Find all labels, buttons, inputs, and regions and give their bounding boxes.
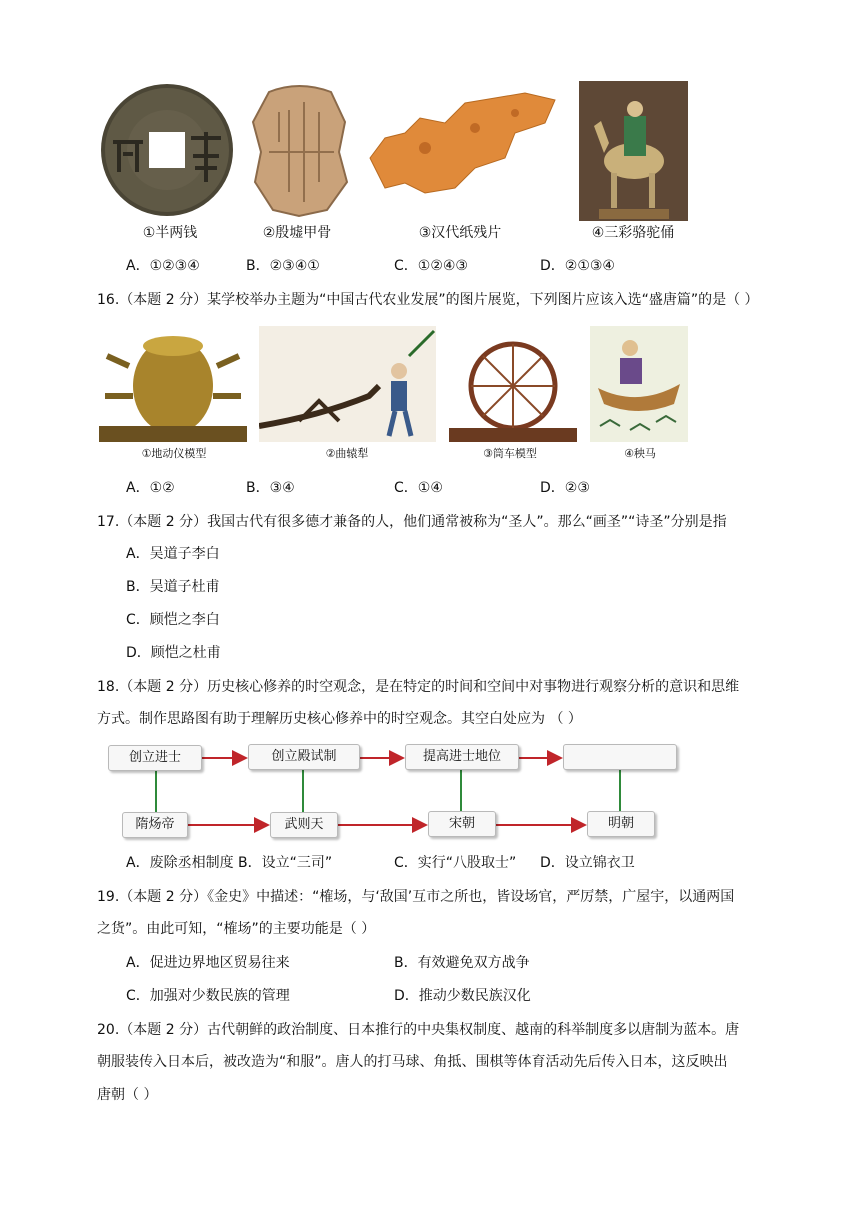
- q15-option-c: C．①②④③: [394, 258, 468, 274]
- q19-option-c: C．加强对少数民族的管理: [126, 988, 290, 1004]
- q15-caption-2: ②殷墟甲骨: [262, 225, 332, 241]
- q15-option-b: B．②③④①: [246, 258, 320, 274]
- q20-stem-line2: 朝服装传入日本后，被改造为“和服”。唐人的打马球、角抵、围棋等体育活动先后传入日本，这反映出: [97, 1054, 728, 1070]
- q19-option-a: A．促进边界地区贸易往来: [126, 955, 290, 971]
- q16-option-a: A．①②: [126, 480, 175, 496]
- q16-option-b: B．③④: [246, 480, 295, 496]
- q17-option-b: B．吴道子杜甫: [126, 579, 220, 595]
- q20-stem-line3: 唐朝（ ）: [97, 1087, 158, 1103]
- flow-bottom-1: 隋炀帝: [122, 812, 188, 838]
- q20-stem-line1: 20.（本题 2 分）古代朝鲜的政治制度、日本推行的中央集权制度、越南的科举制度多以唐制为蓝本。唐: [97, 1022, 740, 1038]
- q15-caption-4: ④三彩骆驼俑: [591, 225, 675, 241]
- flow-top-2: 创立殿试制: [248, 744, 360, 770]
- q18-option-ab: A．废除丞相制度 B．设立“三司”: [126, 855, 333, 871]
- flow-bottom-2: 武则天: [270, 812, 338, 838]
- q16-caption-1: ①地动仪模型: [141, 447, 207, 460]
- q15-caption-1: ①半两钱: [142, 225, 198, 241]
- q19-stem-line2: 之货”。由此可知，“榷场”的主要功能是（ ）: [97, 921, 376, 937]
- q17-option-c: C．顾恺之李白: [126, 612, 220, 628]
- q16-caption-4: ④秧马: [624, 447, 656, 460]
- q18-stem-line2: 方式。制作思路图有助于理解历史核心修养中的时空观念。其空白处应为 （ ）: [97, 711, 582, 727]
- flow-bottom-3: 宋朝: [428, 811, 496, 837]
- q17-stem: 17.（本题 2 分）我国古代有很多德才兼备的人，他们通常被称为“圣人”。那么“画圣”“诗圣”分别是指: [97, 514, 727, 530]
- q17-option-a: A．吴道子李白: [126, 546, 220, 562]
- q17-option-d: D．顾恺之杜甫: [126, 645, 221, 661]
- q18-stem-line1: 18.（本题 2 分）历史核心修养的时空观念，是在特定的时间和空间中对事物进行观察分析的意识和思维: [97, 679, 740, 695]
- flow-bottom-4: 明朝: [587, 811, 655, 837]
- flow-top-3: 提高进士地位: [405, 744, 519, 770]
- flow-top-1: 创立进士: [108, 745, 202, 771]
- q19-stem-line1: 19.（本题 2 分）《金史》中描述：“榷场，与‘敌国’互市之所也，皆设场官，严厉禁，广屋宇，以通两国: [97, 889, 735, 905]
- q19-option-b: B．有效避免双方战争: [394, 955, 530, 971]
- q15-option-a: A．①②③④: [126, 258, 200, 274]
- q16-caption-2: ②曲辕犁: [325, 447, 369, 460]
- flow-top-blank: [563, 744, 677, 770]
- q18-option-c: C．实行“八股取士”: [394, 855, 517, 871]
- q16-caption-3: ③筒车模型: [483, 447, 537, 460]
- q16-option-c: C．①④: [394, 480, 443, 496]
- q15-caption-3: ③汉代纸残片: [418, 225, 502, 241]
- q16-stem: 16.（本题 2 分）某学校举办主题为“中国古代农业发展”的图片展览，下列图片应该入选“盛唐篇”的是（ ）: [97, 292, 759, 308]
- q19-option-d: D．推动少数民族汉化: [394, 988, 531, 1004]
- q15-option-d: D．②①③④: [540, 258, 615, 274]
- q18-option-d: D．设立锦衣卫: [540, 855, 635, 871]
- q16-option-d: D．②③: [540, 480, 590, 496]
